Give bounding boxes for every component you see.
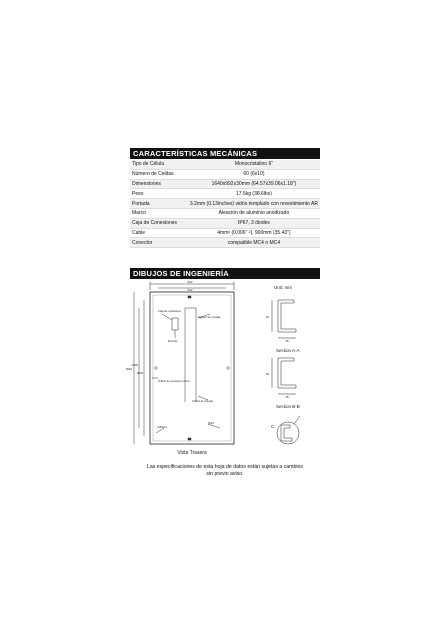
spec-row: [130, 208, 320, 218]
spec-label: Número de Celdas: [130, 169, 188, 179]
spec-value: Aleación de aluminio anodizado: [188, 208, 320, 218]
corner-label-2: 8-Ø4: [208, 422, 214, 425]
dim-b1-text: 30: [265, 372, 269, 376]
section-aa-profile: [272, 300, 296, 338]
spec-row: [130, 228, 320, 238]
dim-a1-text: 30: [265, 315, 269, 319]
spec-label: Caja de Conexiones: [130, 218, 188, 228]
detail-c-profile: [277, 416, 300, 444]
section-bb-label: Section B-B: [276, 404, 300, 409]
spec-label: Marco: [130, 208, 188, 218]
rear-view-label: Vista Trasera: [177, 450, 207, 456]
spec-value: 3.2mm (0.13inches) vidrio templado con revestimiento AR: [189, 200, 318, 207]
dim-b2-text: 25: [285, 395, 289, 399]
dim-left-outer-text: 1640: [125, 367, 132, 371]
spec-value: 1640x992x30mm (64.57x39.06x1.18"): [188, 179, 320, 189]
spec-label: Dimensiones: [130, 179, 188, 189]
spec-label: Cable: [130, 228, 188, 238]
dim-left-mid-text: 1500: [136, 371, 143, 375]
corner-label: 4-Ø9x14: [157, 426, 167, 429]
drain-hole-label: Orificio de drenaje: [192, 400, 214, 403]
spec-row: [130, 218, 320, 228]
spec-label: Portada: [130, 199, 188, 209]
disclaimer-note: [128, 464, 322, 478]
ground-hole-label: Orificio de conexión a tierra: [158, 380, 190, 383]
spec-label: Peso: [130, 189, 188, 199]
spec-value: compatible MC4 o MC4: [188, 238, 320, 248]
section-aa-label: Section A-A: [276, 348, 300, 353]
dim-top-inner-text: 942: [187, 288, 193, 292]
spec-value: 60 (6x10): [188, 169, 320, 179]
plug-label: Enchufe: [168, 340, 178, 343]
disclaimer-line-1: Las especificaciones de esta hoja de datos están sujetas a cambios: [146, 464, 303, 470]
spec-label: Tipo de Célula: [130, 160, 188, 169]
section-bb-profile: [272, 358, 296, 394]
junction-box-label: Caja de conexiones: [158, 310, 181, 313]
dim-top-text: 992: [187, 280, 193, 284]
spec-row: [130, 199, 320, 209]
spec-row: [130, 238, 320, 248]
rear-view-panel: [134, 282, 234, 444]
mounting-hole-label: Agujero de montaje: [198, 316, 221, 319]
dim-left-inner-text: 1200: [131, 363, 138, 367]
spec-row: [130, 179, 320, 189]
spec-value: 4mm² (0.006" ²), 900mm (35.43"): [188, 228, 320, 238]
mechanical-spec-table: [130, 160, 320, 248]
unit-label: Unit: mm: [274, 285, 292, 290]
engineering-drawing: [125, 278, 322, 460]
dim-a2-text: 35: [285, 339, 289, 343]
spec-value: IP67, 3 diodes: [188, 218, 320, 228]
detail-c-label: C: [271, 424, 275, 429]
spec-row: [130, 189, 320, 199]
engineering-section-header: DIBUJOS DE INGENIERÍA: [130, 268, 320, 279]
disclaimer-line-2: sin previo aviso.: [206, 471, 244, 477]
spec-value: Monocristalino 6": [188, 160, 320, 169]
spec-label: Conector: [130, 238, 188, 248]
spec-row: [130, 160, 320, 169]
mechanical-section-header: CARACTERÍSTICAS MECÁNICAS: [130, 148, 320, 159]
spec-row: [130, 169, 320, 179]
spec-value: 17.5kg (38.6lbs): [188, 189, 320, 199]
